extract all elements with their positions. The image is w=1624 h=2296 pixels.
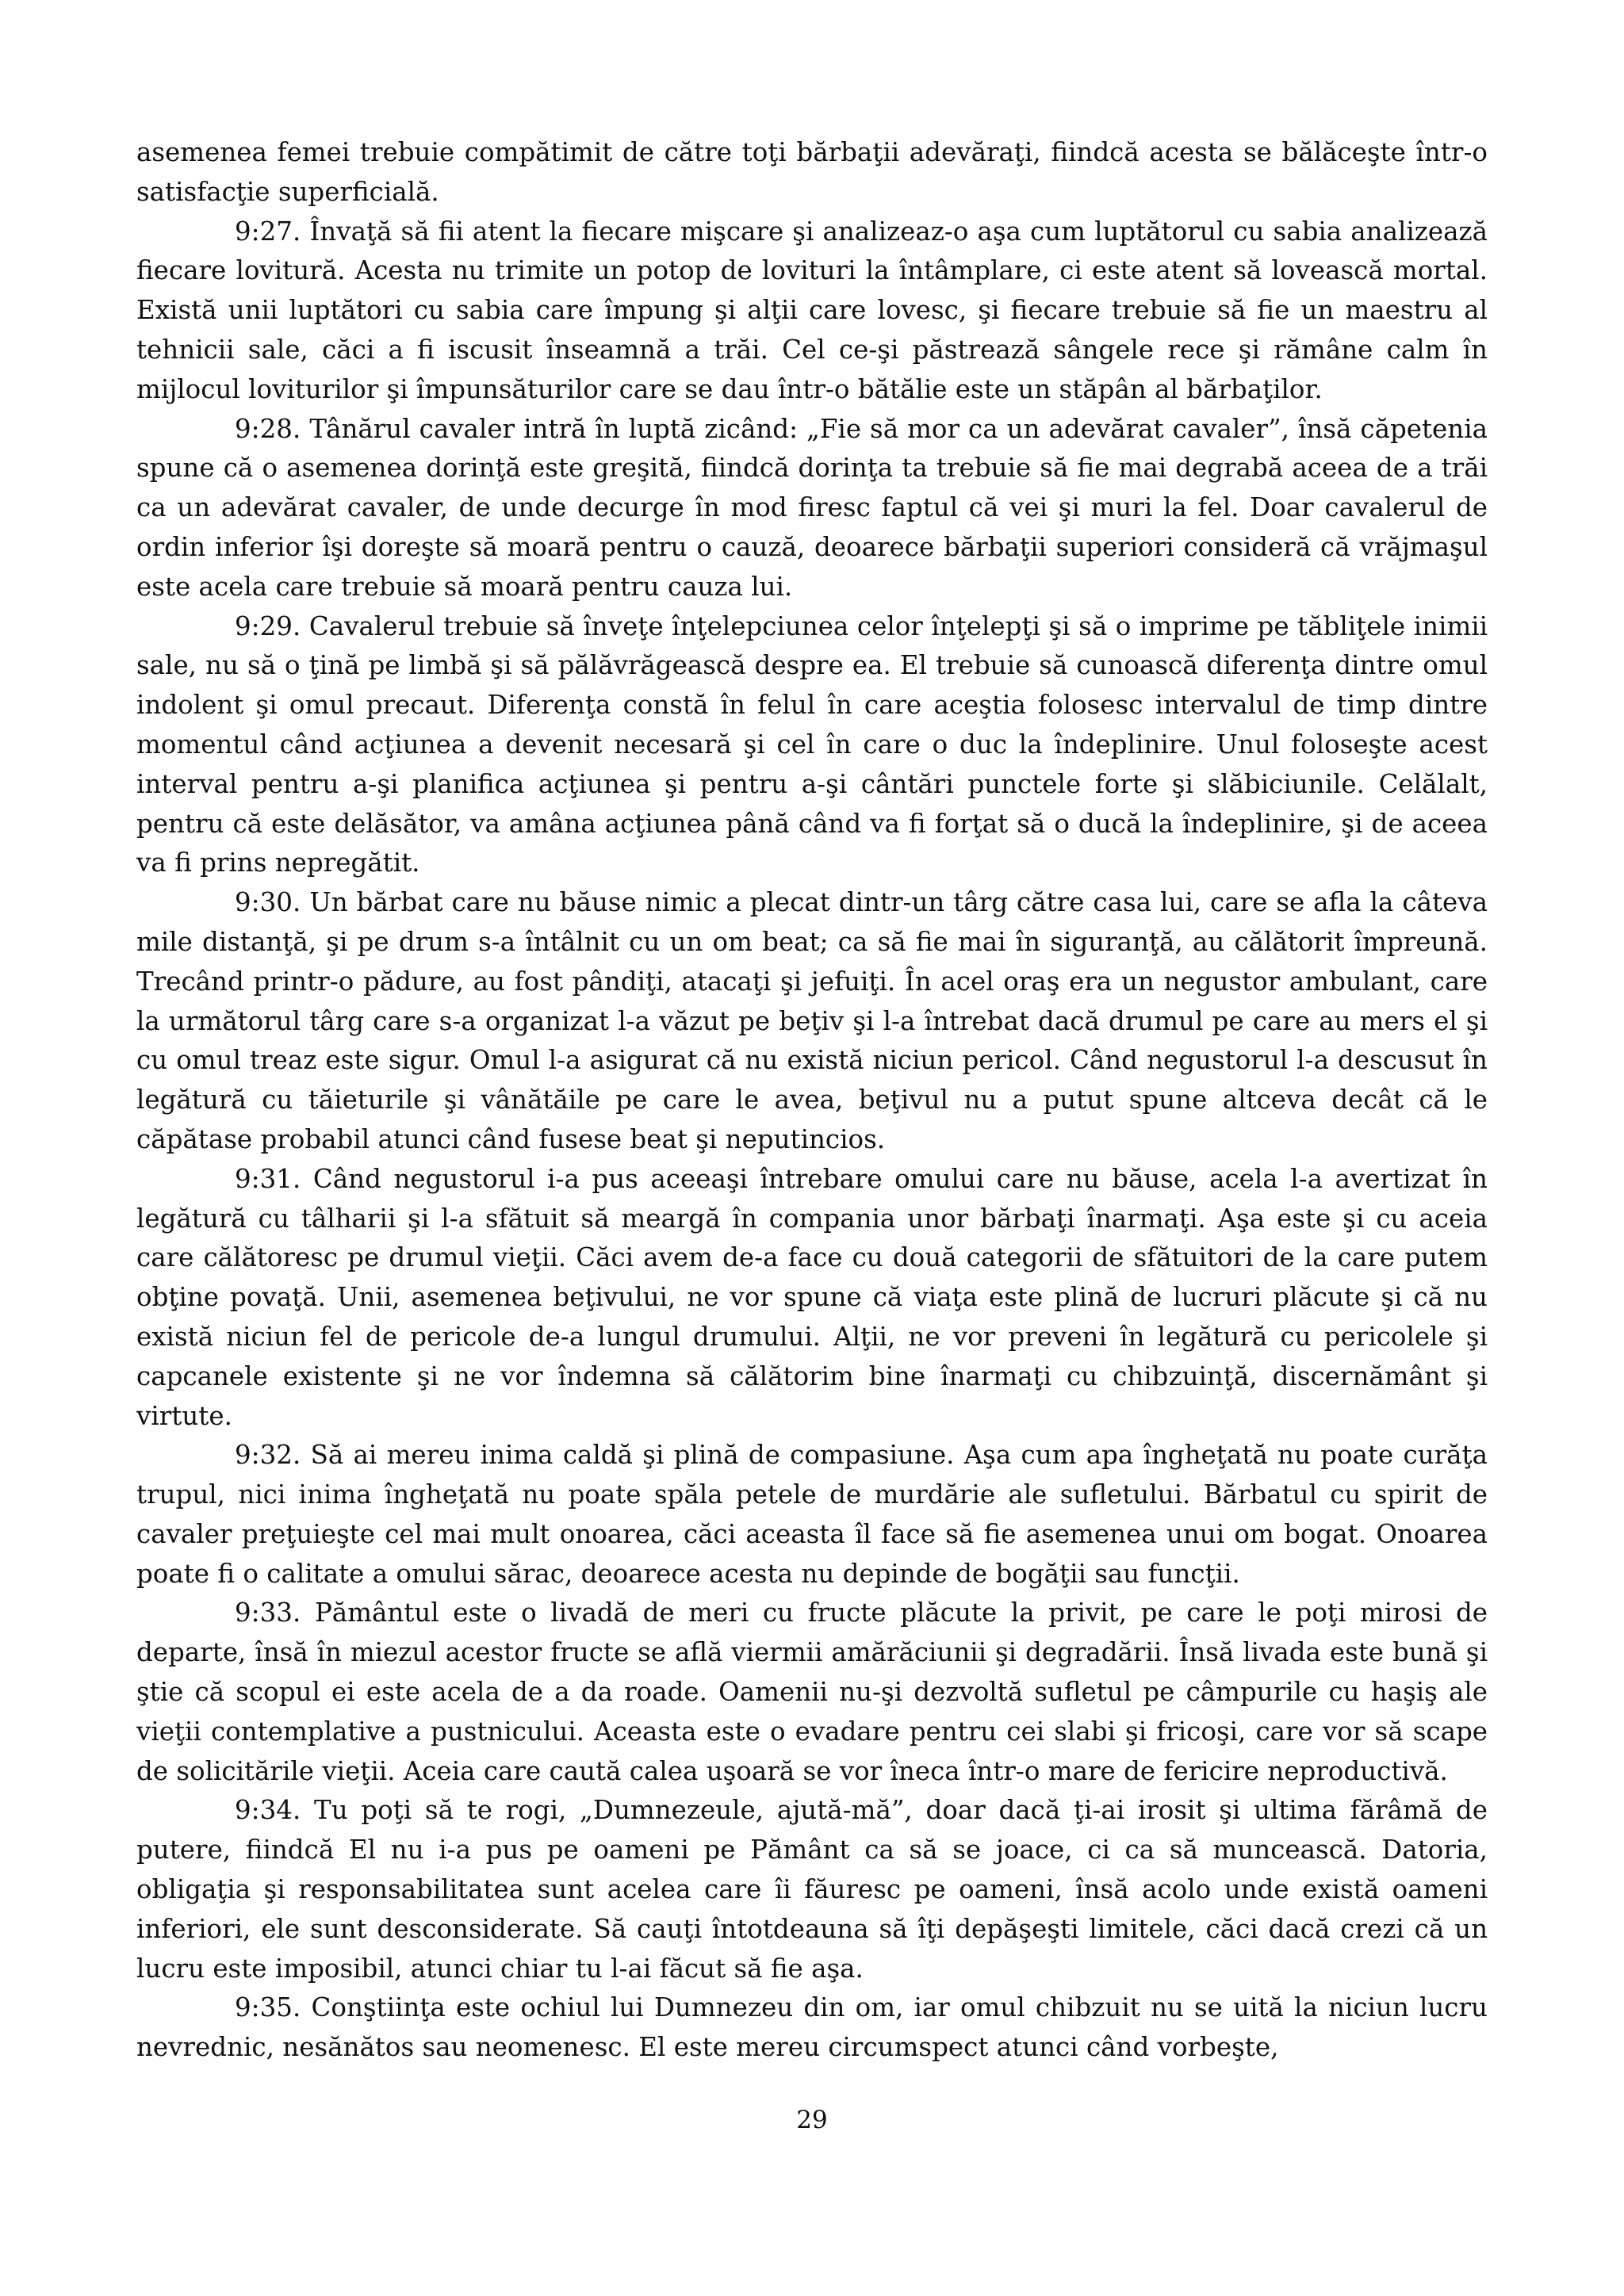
verse-number: 9:28. xyxy=(235,413,301,444)
verse-9-30 xyxy=(136,883,1488,1160)
verse-number: 9:33. xyxy=(235,1598,301,1628)
verse-9-33 xyxy=(136,1594,1488,1791)
verse-number: 9:32. xyxy=(235,1440,301,1471)
verse-text: Cavalerul trebuie să înveţe înţelepciunea celor înţelepţi şi să o imprime pe tăbliţele inimii sale, nu să o ţină pe limbă şi să pălăvrăgească despre ea. El trebuie să cunoască diferenţa dintre omul indolent şi omul precaut. Diferenţa constă în felul în care aceştia folosesc intervalul de timp dintre momentul când acţiunea a devenit necesară şi cel în care o duc la îndeplinire. Unul foloseşte acest interval pentru a-şi planifica acţiunea şi pentru a-şi cântări punctele forte şi slăbiciunile. Celălalt, pentru că este delăsător, va amâna acţiunea până când va fi forţat să o ducă la îndeplinire, şi de aceea va fi prins nepregătit. xyxy=(136,610,1488,878)
page-number: 29 xyxy=(796,2106,828,2134)
verse-number: 9:31. xyxy=(235,1163,301,1194)
verse-text: Tânărul cavaler intră în luptă zicând: „Fie să mor ca un adevărat cavaler”, însă căpetenia spune că o asemenea dorinţă este greşită, fiindcă dorinţa ta trebuie să fie mai degrabă aceea de a trăi ca un adevărat cavaler, de unde decurge în mod firesc faptul că vei şi muri la fel. Doar cavalerul de ordin inferior îşi doreşte să moară pentru o cauză, deoarece bărbaţii superiori consideră că vrăjmaşul este acela care trebuie să moară pentru cauza lui. xyxy=(136,413,1488,602)
verse-text: Conştiinţa este ochiul lui Dumnezeu din om, iar omul chibzuit nu se uită la niciun lucru nevrednic, nesănătos sau neomenesc. El este mereu circumspect atunci când vorbeşte, xyxy=(136,1992,1488,2063)
verse-number: 9:30. xyxy=(235,887,301,918)
verse-number: 9:29. xyxy=(235,610,301,641)
verse-9-29 xyxy=(136,607,1488,884)
continuation-paragraph: asemenea femei trebuie compătimit de către toţi bărbaţii adevăraţi, fiindcă acesta se bălăceşte într-o satisfacţie superficială. xyxy=(136,137,1488,207)
verse-9-27 xyxy=(136,212,1488,410)
verse-9-28 xyxy=(136,410,1488,607)
verse-9-35 xyxy=(136,1988,1488,2068)
verse-text: Pământul este o livadă de meri cu fructe plăcute la privit, pe care le poţi mirosi de departe, însă în miezul acestor fructe se află viermii amărăciunii şi degradării. Însă livada este bună şi ştie că scopul ei este acela de a da roade. Oamenii nu-şi dezvoltă sufletul pe câmpurile cu haşiş ale vieţii contemplative a pustnicului. Aceasta este o evadare pentru cei slabi şi fricoşi, care vor să scape de solicitările vieţii. Aceia care caută calea uşoară se vor îneca într-o mare de fericire neproductivă. xyxy=(136,1598,1488,1786)
verse-9-34 xyxy=(136,1791,1488,1988)
verse-text: Când negustorul i-a pus aceeaşi întrebare omului care nu băuse, acela l-a avertizat în legătură cu tâlharii şi l-a sfătuit să meargă în compania unor bărbaţi înarmaţi. Aşa este şi cu aceia care călătoresc pe drumul vieţii. Căci avem de-a face cu două categorii de sfătuitori de la care putem obţine povaţă. Unii, asemenea beţivului, ne vor spune că viaţa este plină de lucruri plăcute şi că nu există niciun fel de pericole de-a lungul drumului. Alţii, ne vor preveni în legătură cu pericolele şi capcanele existente şi ne vor îndemna să călătorim bine înarmaţi cu chibzuinţă, discernământ şi virtute. xyxy=(136,1163,1488,1431)
verse-text: Un bărbat care nu băuse nimic a plecat dintr-un târg către casa lui, care se afla la câteva mile distanţă, şi pe drum s-a întâlnit cu un om beat; ca să fie mai în siguranţă, au călătorit împreună. Trecând printr-o pădure, au fost pândiţi, atacaţi şi jefuiţi. În acel oraş era un negustor ambulant, care la următorul târg care s-a organizat l-a văzut pe beţiv şi l-a întrebat dacă drumul pe care au mers el şi cu omul treaz este sigur. Omul l-a asigurat că nu există niciun pericol. Când negustorul l-a descusut în legătură cu tăieturile şi vânătăile pe care le avea, beţivul nu a putut spune altceva decât că le căpătase probabil atunci când fusese beat şi neputincios. xyxy=(136,887,1488,1154)
verse-text: Să ai mereu inima caldă şi plină de compasiune. Aşa cum apa îngheţată nu poate curăţa trupul, nici inima îngheţată nu poate spăla petele de murdărie ale sufletului. Bărbatul cu spirit de cavaler preţuieşte cel mai mult onoarea, căci aceasta îl face să fie asemenea unui om bogat. Onoarea poate fi o calitate a omului sărac, deoarece acesta nu depinde de bogăţii sau funcţii. xyxy=(136,1440,1488,1589)
verse-number: 9:27. xyxy=(235,216,301,247)
page-body xyxy=(136,133,1488,2068)
verse-number: 9:35. xyxy=(235,1992,301,2023)
verse-9-32 xyxy=(136,1436,1488,1594)
verse-text: Tu poţi să te rogi, „Dumnezeule, ajută-mă”, doar dacă ţi-ai irosit şi ultima fărâmă de putere, fiindcă El nu i-a pus pe oameni pe Pământ ca să se joace, ci ca să muncească. Datoria, obligaţia şi responsabilitatea sunt acelea care îi făuresc pe oameni, însă acolo unde există oameni inferiori, ele sunt desconsiderate. Să cauţi întotdeauna să îţi depăşeşti limitele, căci dacă crezi că un lucru este imposibil, atunci chiar tu l-ai făcut să fie aşa. xyxy=(136,1795,1488,1984)
verse-9-31 xyxy=(136,1160,1488,1437)
verse-number: 9:34. xyxy=(235,1795,301,1826)
verse-text: Învaţă să fii atent la fiecare mişcare şi analizeaz-o aşa cum luptătorul cu sabia analizează fiecare lovitură. Acesta nu trimite un potop de lovituri la întâmplare, ci este atent să lovească mortal. Există unii luptători cu sabia care împung şi alţii care lovesc, şi fiecare trebuie să fie un maestru al tehnicii sale, căci a fi iscusit înseamnă a trăi. Cel ce-şi păstrează sângele rece şi rămâne calm în mijlocul loviturilor şi împunsăturilor care se dau într-o bătălie este un stăpân al bărbaţilor. xyxy=(136,216,1488,404)
